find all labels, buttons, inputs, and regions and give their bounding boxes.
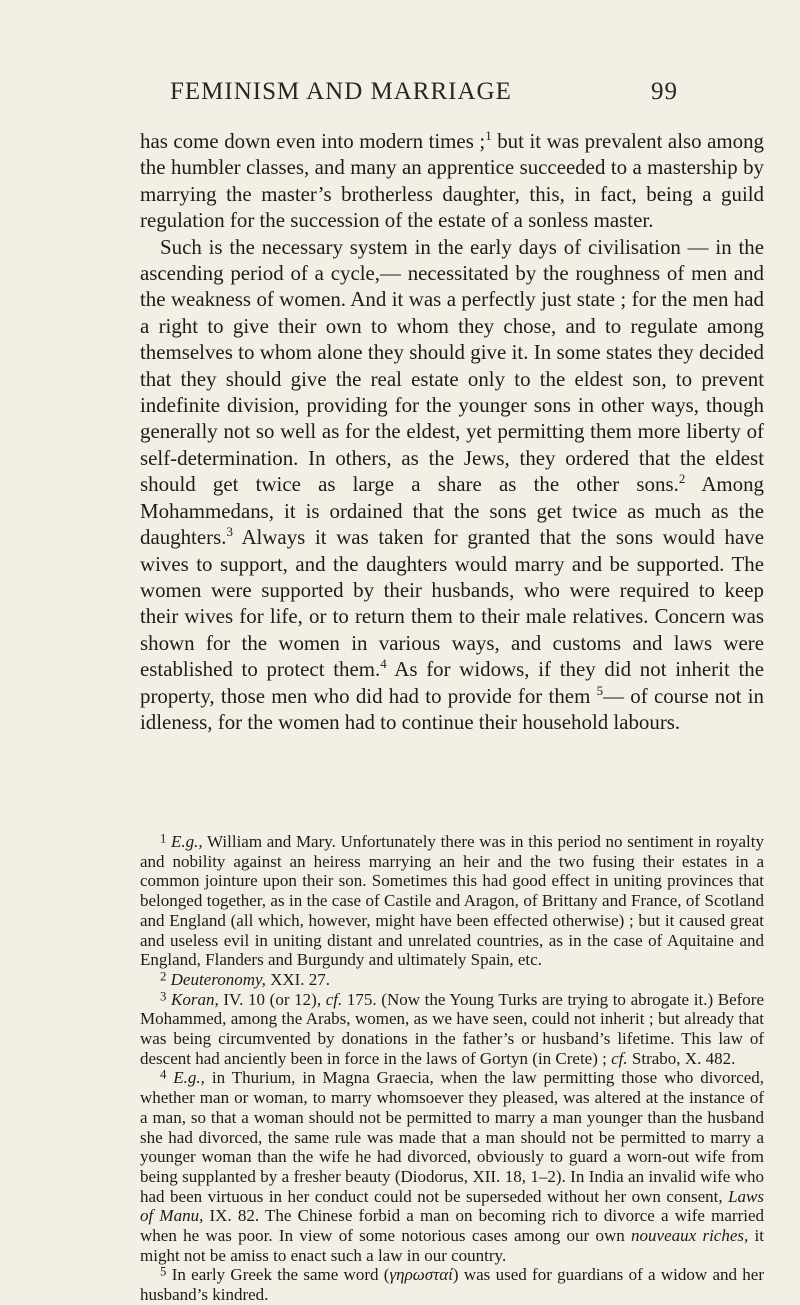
footnote-2-number: 2 [160, 969, 167, 984]
footnote-2 [140, 970, 764, 990]
paragraph-2-text-d: As for widows, if they did not inherit the property, those men who did had to provide for them [140, 657, 764, 708]
footnote-1 [140, 832, 764, 970]
footnotes [140, 832, 764, 1305]
footnote-4 [140, 1068, 764, 1265]
footnote-3-emphasis: Koran, [171, 989, 219, 1009]
footnote-3-text-a: IV. 10 (or 12), [218, 989, 326, 1009]
footnote-5-text-b: ) was used for guardians of a widow and her husband’s kindred. [140, 1265, 765, 1305]
paragraph-2 [140, 234, 764, 736]
footnote-4-nouveaux-riches: nouveaux riches, [631, 1226, 749, 1246]
footnote-4-text-c: it might not be amiss to enact such a law in our country. [140, 1226, 764, 1265]
paragraph-1 [140, 128, 764, 234]
footnote-5-number: 5 [160, 1265, 167, 1280]
footnote-ref-1: 1 [485, 128, 492, 144]
footnote-4-laws-of-manu: Laws of Manu, [140, 1186, 764, 1226]
paragraph-1-text-a: has come down even into modern times ; [140, 129, 486, 153]
footnote-2-emphasis: Deuteronomy, [170, 969, 266, 989]
footnote-3-cf: cf. [325, 989, 343, 1009]
footnote-ref-3: 3 [226, 524, 233, 540]
footnote-3-text-c: Strabo, X. 482. [627, 1048, 736, 1068]
footnote-3 [140, 990, 764, 1069]
running-title: FEMINISM AND MARRIAGE [170, 78, 512, 105]
body-text [140, 128, 764, 735]
footnote-ref-5: 5 [596, 682, 604, 698]
running-head [170, 78, 678, 106]
footnote-1-text: William and Mary. Unfortunately there was in this period no sentiment in royalty and nobility against an heiress marrying an heir and the two fusing their estates in a common jointure upon their son. Sometimes this had good effect in uniting provinces that belonged together, as in the case of Castile and Aragon, of Brittany and France, of Scotland and England (all which, however, might have been effected otherwise) ; but it caused great and useless evil in uniting distant and unrelated countries, as in the case of Aquitaine and England, Flanders and Burgundy and ultimately Spain, etc. [140, 832, 765, 970]
footnote-3-text-b: 175. (Now the Young Turks are trying to abrogate it.) Before Mohammed, among the Arabs, women, as we have seen, could not inherit ; but already that was being circumvented by donations in the father’s or husband’s lifetime. This law of descent had anciently been in force in the laws of Gortyn (in Crete) ; [140, 989, 765, 1068]
footnote-3-number: 3 [160, 989, 167, 1004]
paragraph-1-text-b: but it was prevalent also among the humbler classes, and many an apprentice succeeded to a mastership by marrying the master’s brotherless daughter, this, in fact, being a guild regulation for the succession of the estate of a sonless master. [140, 129, 764, 233]
page-number: 99 [651, 78, 678, 105]
footnote-1-emphasis: E.g., [171, 832, 203, 851]
paragraph-2-text-e: — of course not in idleness, for the women had to continue their household labours. [140, 683, 764, 734]
footnote-4-text-a: in Thurium, in Magna Graecia, when the law permitting those who divorced, whether man or woman, to marry whomsoever they pleased, was altered at the instance of a man, so that a woman should not be permitted to marry a man younger than the husband she had divorced, the same rule was made that a man should not be permitted to marry a younger woman than the wife he had divorced, obviously to guard a worn-out wife from being supplanted by a fresher beauty (Diodorus, XII. 18, 1–2). In India an invalid wife who had been virtuous in her conduct could not be superseded without her own consent, [140, 1068, 764, 1206]
footnote-2-text: XXI. 27. [265, 969, 331, 989]
footnote-4-emphasis: E.g., [173, 1068, 205, 1088]
footnote-3-cf-2: cf. [611, 1048, 628, 1068]
paragraph-2-text-b: Among Mohammedans, it is ordained that the sons get twice as much as the daughters. [140, 472, 764, 550]
paragraph-2-text-c: Always it was taken for granted that the sons would have wives to support, and the daughters would marry and be supported. The women were supported by their husbands, who were required to keep their wives for life, or to return them to their male relatives. Concern was shown for the women in various ways, and customs and laws were established to protect them. [140, 525, 764, 682]
footnote-5-greek-word: γηρωσταί [389, 1265, 453, 1285]
paragraph-2-text-a: Such is the necessary system in the early days of civilisation — in the ascending period of a cycle,— necessitated by the roughness of men and the weakness of women. And it was a perfectly just state ; for the men had a right to give their own to whom they chose, and to regulate among themselves to whom alone they should give it. In some states they decided that they should give the real estate only to the eldest son, to prevent indefinite division, providing for the younger sons in other ways, though generally not so well as for the eldest, yet permitting them more liberty of self-determination. In others, as the Jews, they ordered that the eldest should get twice as large a share as the other sons. [140, 234, 764, 497]
footnote-5-text-a: In early Greek the same word ( [171, 1265, 390, 1285]
footnote-4-text-b: IX. 82. The Chinese forbid a man on becoming rich to divorce a wife married when he was poor. In view of some notorious cases among our own [140, 1206, 765, 1246]
footnote-1-number: 1 [160, 831, 167, 846]
footnote-4-number: 4 [160, 1067, 167, 1082]
footnote-ref-2: 2 [678, 471, 686, 487]
footnote-5 [140, 1265, 764, 1304]
footnote-ref-4: 4 [380, 656, 387, 672]
